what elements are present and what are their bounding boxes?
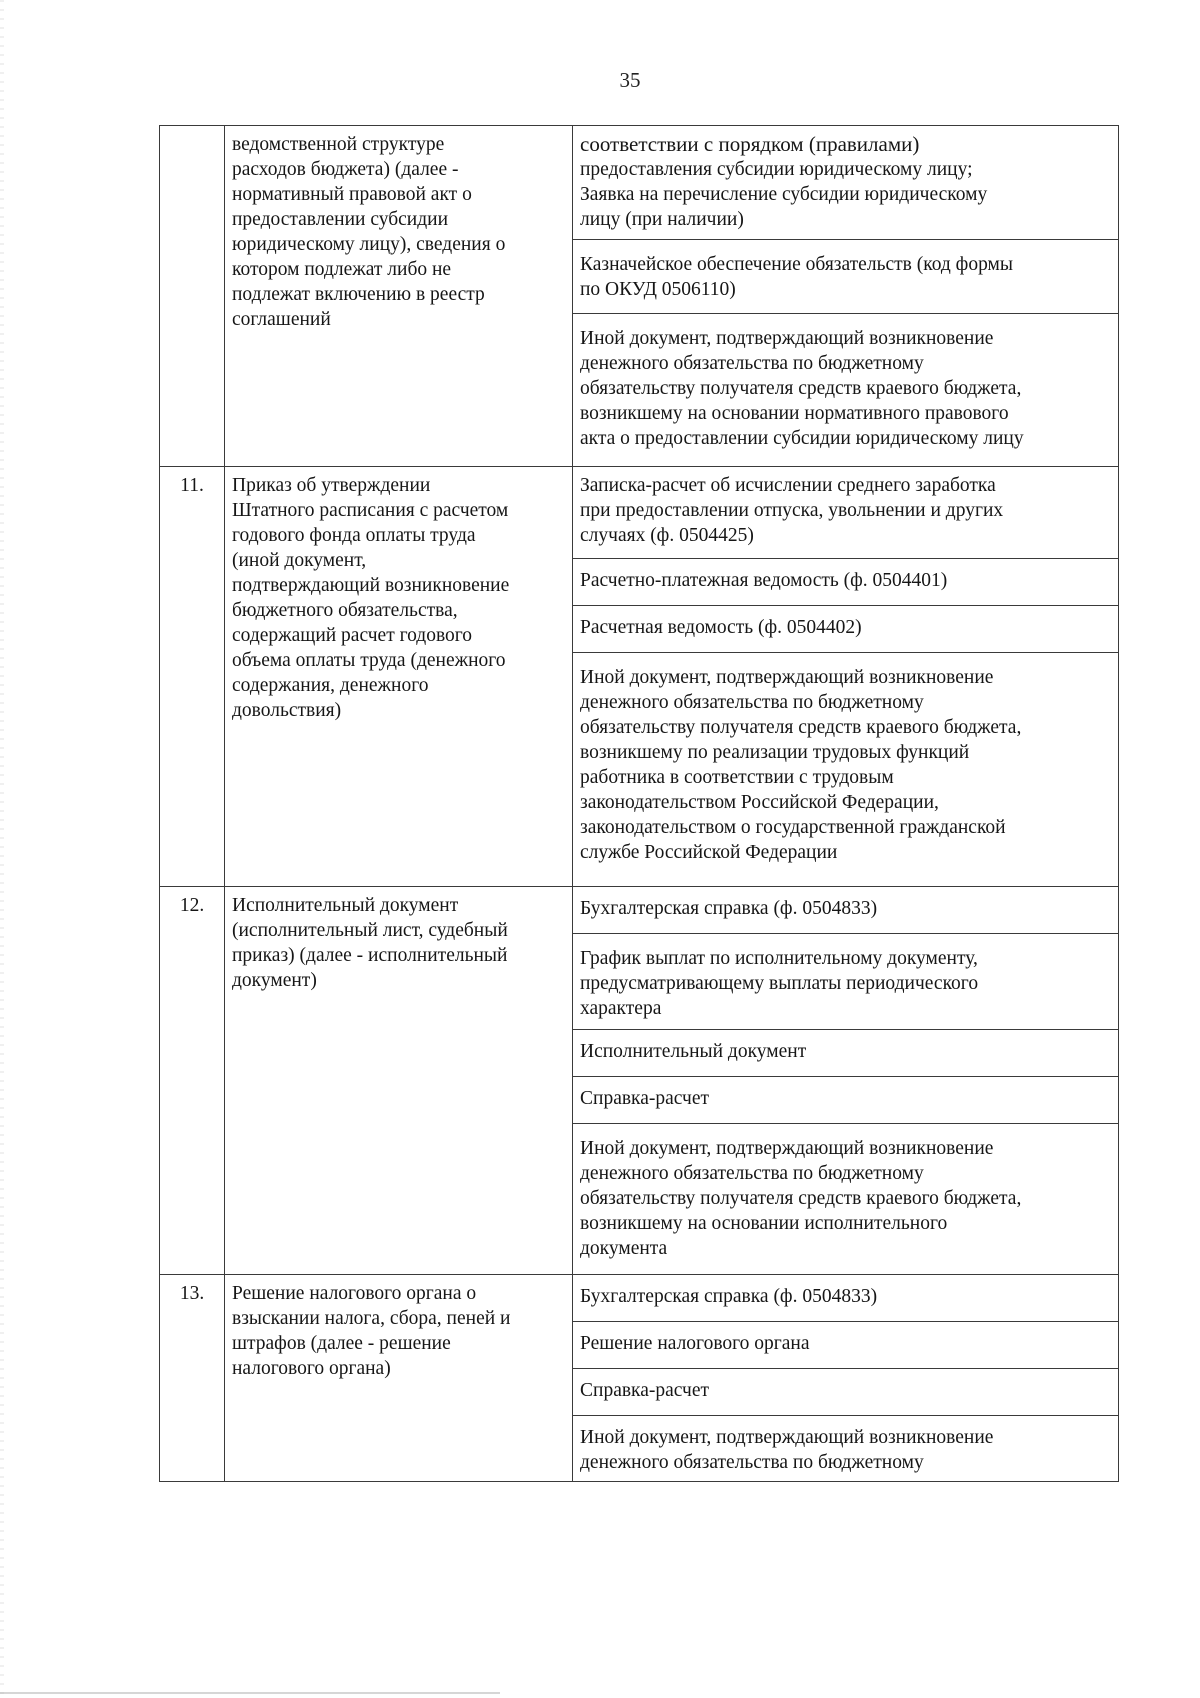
supporting-document-text: Иной документ, подтверждающий возникновение денежного обязательства по бюджетному обязательству получателя средств краевого бюджета, возникшему на основании исполнительного документа bbox=[580, 1137, 1022, 1259]
supporting-document-cell bbox=[573, 1076, 1119, 1123]
supporting-document-text: Расчетная ведомость (ф. 0504402) bbox=[580, 616, 862, 638]
base-document-text: Приказ об утверждении Штатного расписания с расчетом годового фонда оплаты труда (иной документ, подтверждающий возникновение бюджетного обязательства, содержащий расчет годового объема оплаты труда (денежного содержания, денежного довольствия) bbox=[232, 474, 510, 721]
table-row bbox=[160, 886, 1119, 933]
row-number-cell: 13. bbox=[160, 1274, 225, 1481]
supporting-document-text: Записка-расчет об исчислении среднего заработка при предоставлении отпуска, увольнении и других случаях (ф. 0504425) bbox=[580, 474, 1004, 546]
supporting-document-cell bbox=[573, 313, 1119, 466]
supporting-document-text: Иной документ, подтверждающий возникновение денежного обязательства по бюджетному обязательству получателя средств краевого бюджета, возникшему по реализации трудовых функций работника в соответствии с трудовым законодательством Российской Федерации, законодательством о государственной гражданской службе Российской Федерации bbox=[580, 666, 1022, 863]
supporting-document-text: предоставления субсидии юридическому лицу; Заявка на перечисление субсидии юридическому лицу (при наличии) bbox=[580, 159, 988, 230]
supporting-document-text: Бухгалтерская справка (ф. 0504833) bbox=[580, 897, 878, 919]
supporting-document-cell bbox=[573, 886, 1119, 933]
row-number-cell: 12. bbox=[160, 886, 225, 1274]
supporting-document-text: Справка-расчет bbox=[580, 1379, 710, 1401]
documents-table bbox=[159, 125, 1119, 1482]
supporting-document-text: Исполнительный документ bbox=[580, 1040, 807, 1062]
supporting-document-cell bbox=[573, 157, 1119, 239]
supporting-document-cell bbox=[573, 466, 1119, 558]
scan-bottom-edge bbox=[0, 1692, 500, 1694]
base-document-text: ведомственной структуре расходов бюджета) (далее - нормативный правовой акт о предоставлении субсидии юридическому лицу), сведения о котором подлежат либо не подлежат включению в реестр соглашений bbox=[232, 134, 506, 330]
supporting-document-cell bbox=[573, 1368, 1119, 1415]
supporting-document-cell bbox=[573, 1321, 1119, 1368]
scan-edge-marks bbox=[0, 0, 4, 1698]
supporting-document-cell bbox=[573, 933, 1119, 1029]
supporting-document-cell bbox=[573, 1123, 1119, 1274]
base-document-cell bbox=[225, 466, 573, 886]
supporting-document-text: соответствии с порядком (правилами) bbox=[580, 132, 920, 156]
supporting-document-cell bbox=[573, 605, 1119, 652]
supporting-document-cell bbox=[573, 1274, 1119, 1321]
supporting-document-text: Решение налогового органа bbox=[580, 1332, 810, 1354]
supporting-document-text: Бухгалтерская справка (ф. 0504833) bbox=[580, 1285, 878, 1307]
supporting-document-text: Иной документ, подтверждающий возникновение денежного обязательства по бюджетному bbox=[580, 1426, 994, 1473]
row-number-cell: 11. bbox=[160, 466, 225, 886]
supporting-document-cell bbox=[573, 558, 1119, 605]
supporting-document-cell bbox=[573, 1415, 1119, 1481]
supporting-document-text: Иной документ, подтверждающий возникновение денежного обязательства по бюджетному обязательству получателя средств краевого бюджета, возникшему на основании нормативного правового акта о предоставлении субсидии юридическому лицу bbox=[580, 327, 1024, 449]
supporting-document-cell bbox=[573, 239, 1119, 313]
page-number: 35 bbox=[619, 68, 641, 92]
supporting-document-text: Расчетно-платежная ведомость (ф. 0504401) bbox=[580, 569, 948, 591]
table-row bbox=[160, 1274, 1119, 1321]
table-row bbox=[160, 466, 1119, 558]
base-document-cell bbox=[225, 886, 573, 1274]
supporting-document-text: Справка-расчет bbox=[580, 1087, 710, 1109]
base-document-cell bbox=[225, 126, 573, 467]
supporting-document-cell bbox=[573, 126, 1119, 158]
row-number-cell bbox=[160, 126, 225, 467]
base-document-cell bbox=[225, 1274, 573, 1481]
supporting-document-text: Казначейское обеспечение обязательств (код формы по ОКУД 0506110) bbox=[580, 253, 1013, 300]
base-document-text: Исполнительный документ (исполнительный лист, судебный приказ) (далее - исполнительный документ) bbox=[232, 894, 508, 991]
base-document-text: Решение налогового органа о взыскании налога, сбора, пеней и штрафов (далее - решение налогового органа) bbox=[232, 1282, 511, 1379]
supporting-document-text: График выплат по исполнительному документу, предусматривающему выплаты периодического характера bbox=[580, 947, 979, 1019]
supporting-document-cell bbox=[573, 1029, 1119, 1076]
table-row bbox=[160, 126, 1119, 158]
supporting-document-cell bbox=[573, 652, 1119, 886]
